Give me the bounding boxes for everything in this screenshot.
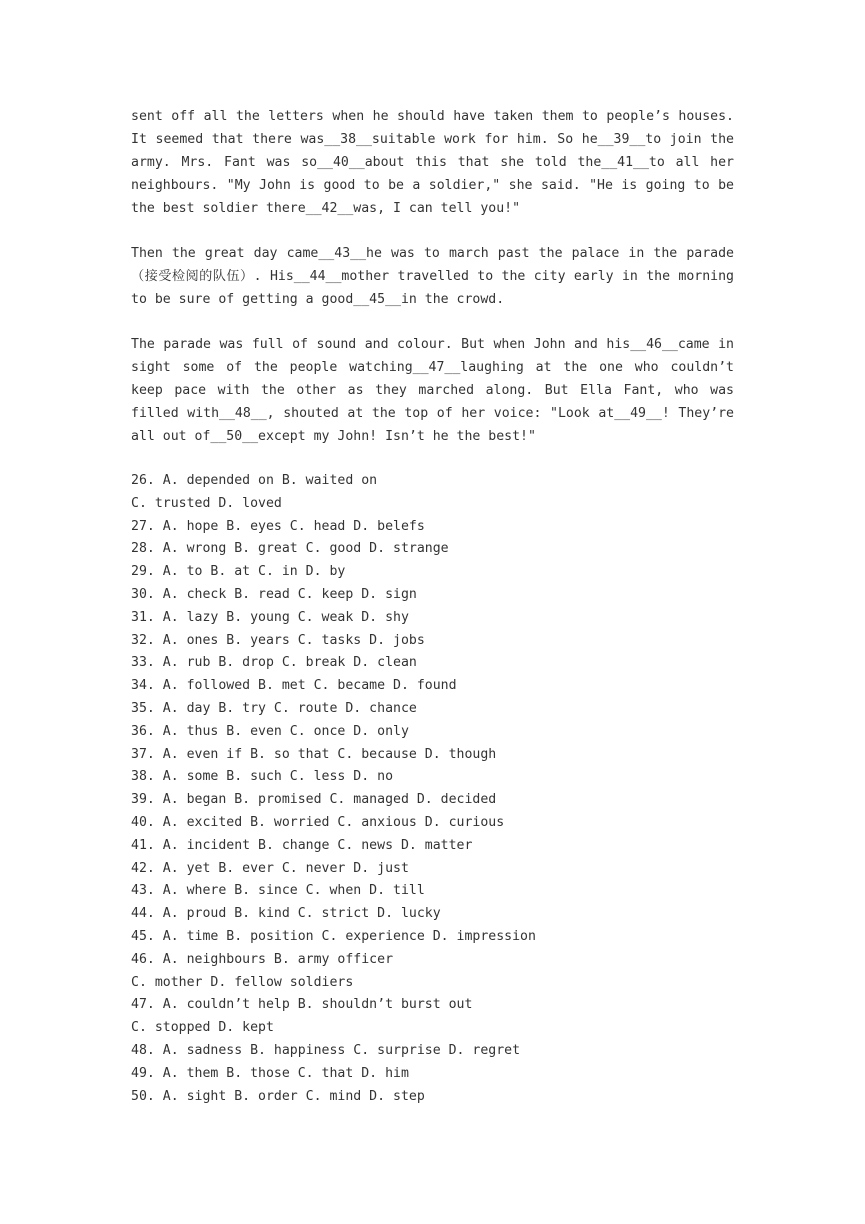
option-line-45: 45. A. time B. position C. experience D. impression	[131, 928, 536, 944]
option-line-41: 41. A. incident B. change C. news D. matter	[131, 837, 473, 853]
passage-paragraph-3: The parade was full of sound and colour. But when John and his__46__came in sight some of the people watching__47__laughing at the one who couldn’t keep pace with the other as they marched along. But Ella Fant, who was filled with__48__, shouted at the top of her voice: "Look at__49__! They’re all out of__50__except my John! Isn’t he the best!"	[131, 337, 734, 444]
option-line-46b: C. mother D. fellow soldiers	[131, 974, 354, 990]
option-line-37: 37. A. even if B. so that C. because D. though	[131, 746, 497, 762]
option-line-36: 36. A. thus B. even C. once D. only	[131, 723, 409, 739]
answer-options	[131, 470, 734, 1108]
option-line-48: 48. A. sadness B. happiness C. surprise D. regret	[131, 1042, 521, 1058]
option-line-26b: C. trusted D. loved	[131, 495, 282, 511]
option-line-43: 43. A. where B. since C. when D. till	[131, 883, 425, 899]
option-line-35: 35. A. day B. try C. route D. chance	[131, 700, 417, 716]
option-line-47a: 47. A. couldn’t help B. shouldn’t burst out	[131, 997, 473, 1013]
option-line-32: 32. A. ones B. years C. tasks D. jobs	[131, 632, 425, 648]
option-line-26a: 26. A. depended on B. waited on	[131, 473, 378, 488]
option-line-46a: 46. A. neighbours B. army officer	[131, 951, 394, 967]
passage-paragraph-2: Then the great day came__43__he was to march past the palace in the parade（接受检阅的队伍）. His__44__mother travelled to the city early in the morning to be sure of getting a good__45__in the crowd.	[131, 246, 734, 307]
option-line-31: 31. A. lazy B. young C. weak D. shy	[131, 609, 409, 625]
option-line-42: 42. A. yet B. ever C. never D. just	[131, 860, 409, 876]
option-line-34: 34. A. followed B. met C. became D. found	[131, 678, 457, 694]
option-line-44: 44. A. proud B. kind C. strict D. lucky	[131, 906, 441, 922]
option-line-30: 30. A. check B. read C. keep D. sign	[131, 586, 417, 602]
cloze-passage	[131, 105, 734, 448]
option-line-27: 27. A. hope B. eyes C. head D. belefs	[131, 518, 425, 534]
document-page	[131, 105, 734, 1108]
option-line-49: 49. A. them B. those C. that D. him	[131, 1065, 409, 1081]
passage-paragraph-1: sent off all the letters when he should have taken them to people’s houses. It seemed that there was__38__suitable work for him. So he__39__to join the army. Mrs. Fant was so__40__about this that she told the__41__to all her neighbours. "My John is good to be a soldier," she said. "He is going to be the best soldier there__42__was, I can tell you!"	[131, 109, 734, 216]
option-line-50: 50. A. sight B. order C. mind D. step	[131, 1088, 425, 1104]
option-line-28: 28. A. wrong B. great C. good D. strange	[131, 541, 449, 557]
option-line-38: 38. A. some B. such C. less D. no	[131, 769, 394, 785]
option-line-33: 33. A. rub B. drop C. break D. clean	[131, 655, 417, 671]
option-line-47b: C. stopped D. kept	[131, 1020, 274, 1036]
option-line-39: 39. A. began B. promised C. managed D. decided	[131, 792, 497, 808]
option-line-29: 29. A. to B. at C. in D. by	[131, 564, 346, 580]
option-line-40: 40. A. excited B. worried C. anxious D. curious	[131, 814, 505, 830]
